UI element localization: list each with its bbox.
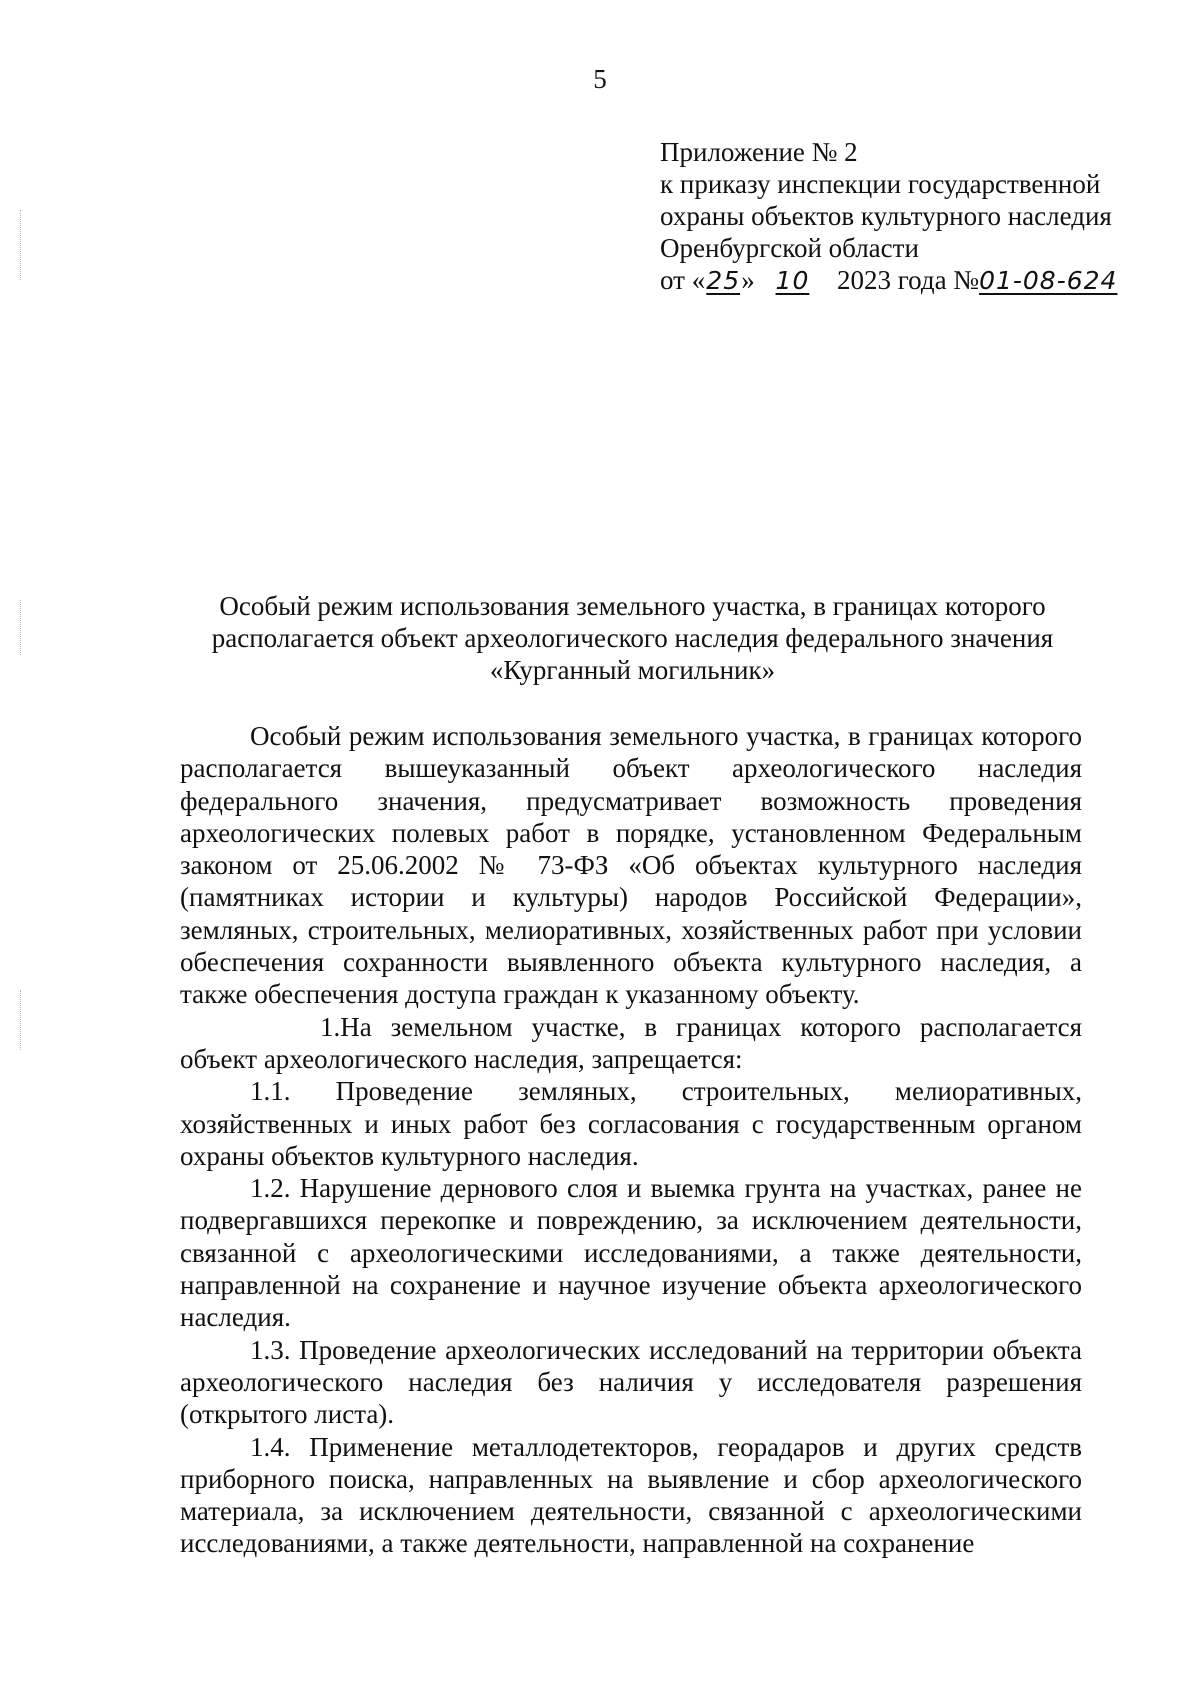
handwritten-day: 25: [706, 266, 741, 295]
title-line: Особый режим использования земельного участка, в границах которого: [219, 591, 1046, 621]
clause-number: 1.: [320, 1011, 341, 1042]
clause-1-2: 1.2. Нарушение дернового слоя и выемка грунта на участках, ранее не подвергавшихся перекопке и повреждению, за исключением деятельности, связанной с археологическими исследованиями, а также деятельности, направленной на сохранение и научное изучение объекта археологического наследия.: [180, 1173, 1082, 1333]
appendix-line: Оренбургской области: [660, 233, 919, 263]
page-number: 5: [593, 64, 607, 94]
handwritten-month: 10: [775, 266, 810, 295]
appendix-date-line: [660, 264, 1117, 297]
clause-1-1: 1.1. Проведение земляных, строительных, мелиоративных, хозяйственных и иных работ без согласования с государственным органом охраны объектов культурного наследия.: [180, 1076, 1082, 1171]
clause-1: [180, 1011, 1082, 1076]
scan-margin-marks: [20, 210, 23, 280]
handwritten-order-number: 01-08-624: [979, 266, 1118, 295]
document-title: [180, 590, 1085, 686]
appendix-line: к приказу инспекции государственной: [660, 169, 1101, 199]
clause-1-3: 1.3. Проведение археологических исследований на территории объекта археологического наследия без наличия у исследователя разрешения (открытого листа).: [180, 1334, 1082, 1430]
title-line: «Курганный могильник»: [489, 655, 776, 685]
scan-margin-marks: [20, 600, 23, 655]
scan-margin-marks: [20, 990, 23, 1050]
appendix-line: охраны объектов культурного наследия: [660, 201, 1112, 231]
document-body: [180, 720, 1082, 1560]
clause-1-4: 1.4. Применение металлодетекторов, георадаров и других средств приборного поиска, направленных на выявление и сбор археологического материала, за исключением деятельности, связанной с археологическими исследованиями, а также деятельности, направленной на сохранение: [180, 1431, 1082, 1559]
date-day-close: »: [741, 265, 755, 295]
appendix-line: Приложение № 2: [660, 137, 858, 167]
date-prefix: от «: [660, 265, 706, 295]
appendix-header: [660, 136, 1117, 297]
clause-text: На земельном участке, в границах которого располагается объект археологического наследия, запрещается:: [180, 1011, 1082, 1074]
date-year: 2023 года №: [836, 265, 980, 295]
intro-paragraph: Особый режим использования земельного участка, в границах которого располагается вышеуказанный объект археологического наследия федерального значения, предусматривает возможность проведения археологических полевых работ в порядке, установленном Федеральным законом от 25.06.2002 № 73-ФЗ «Об объектах культурного наследия (памятниках истории и культуры) народов Российской Федерации», земляных, строительных, мелиоративных, хозяйственных работ при условии обеспечения сохранности выявленного объекта культурного наследия, а также обеспечения доступа граждан к указанному объекту.: [180, 721, 1082, 1010]
title-line: располагается объект археологического наследия федерального значения: [211, 623, 1054, 653]
